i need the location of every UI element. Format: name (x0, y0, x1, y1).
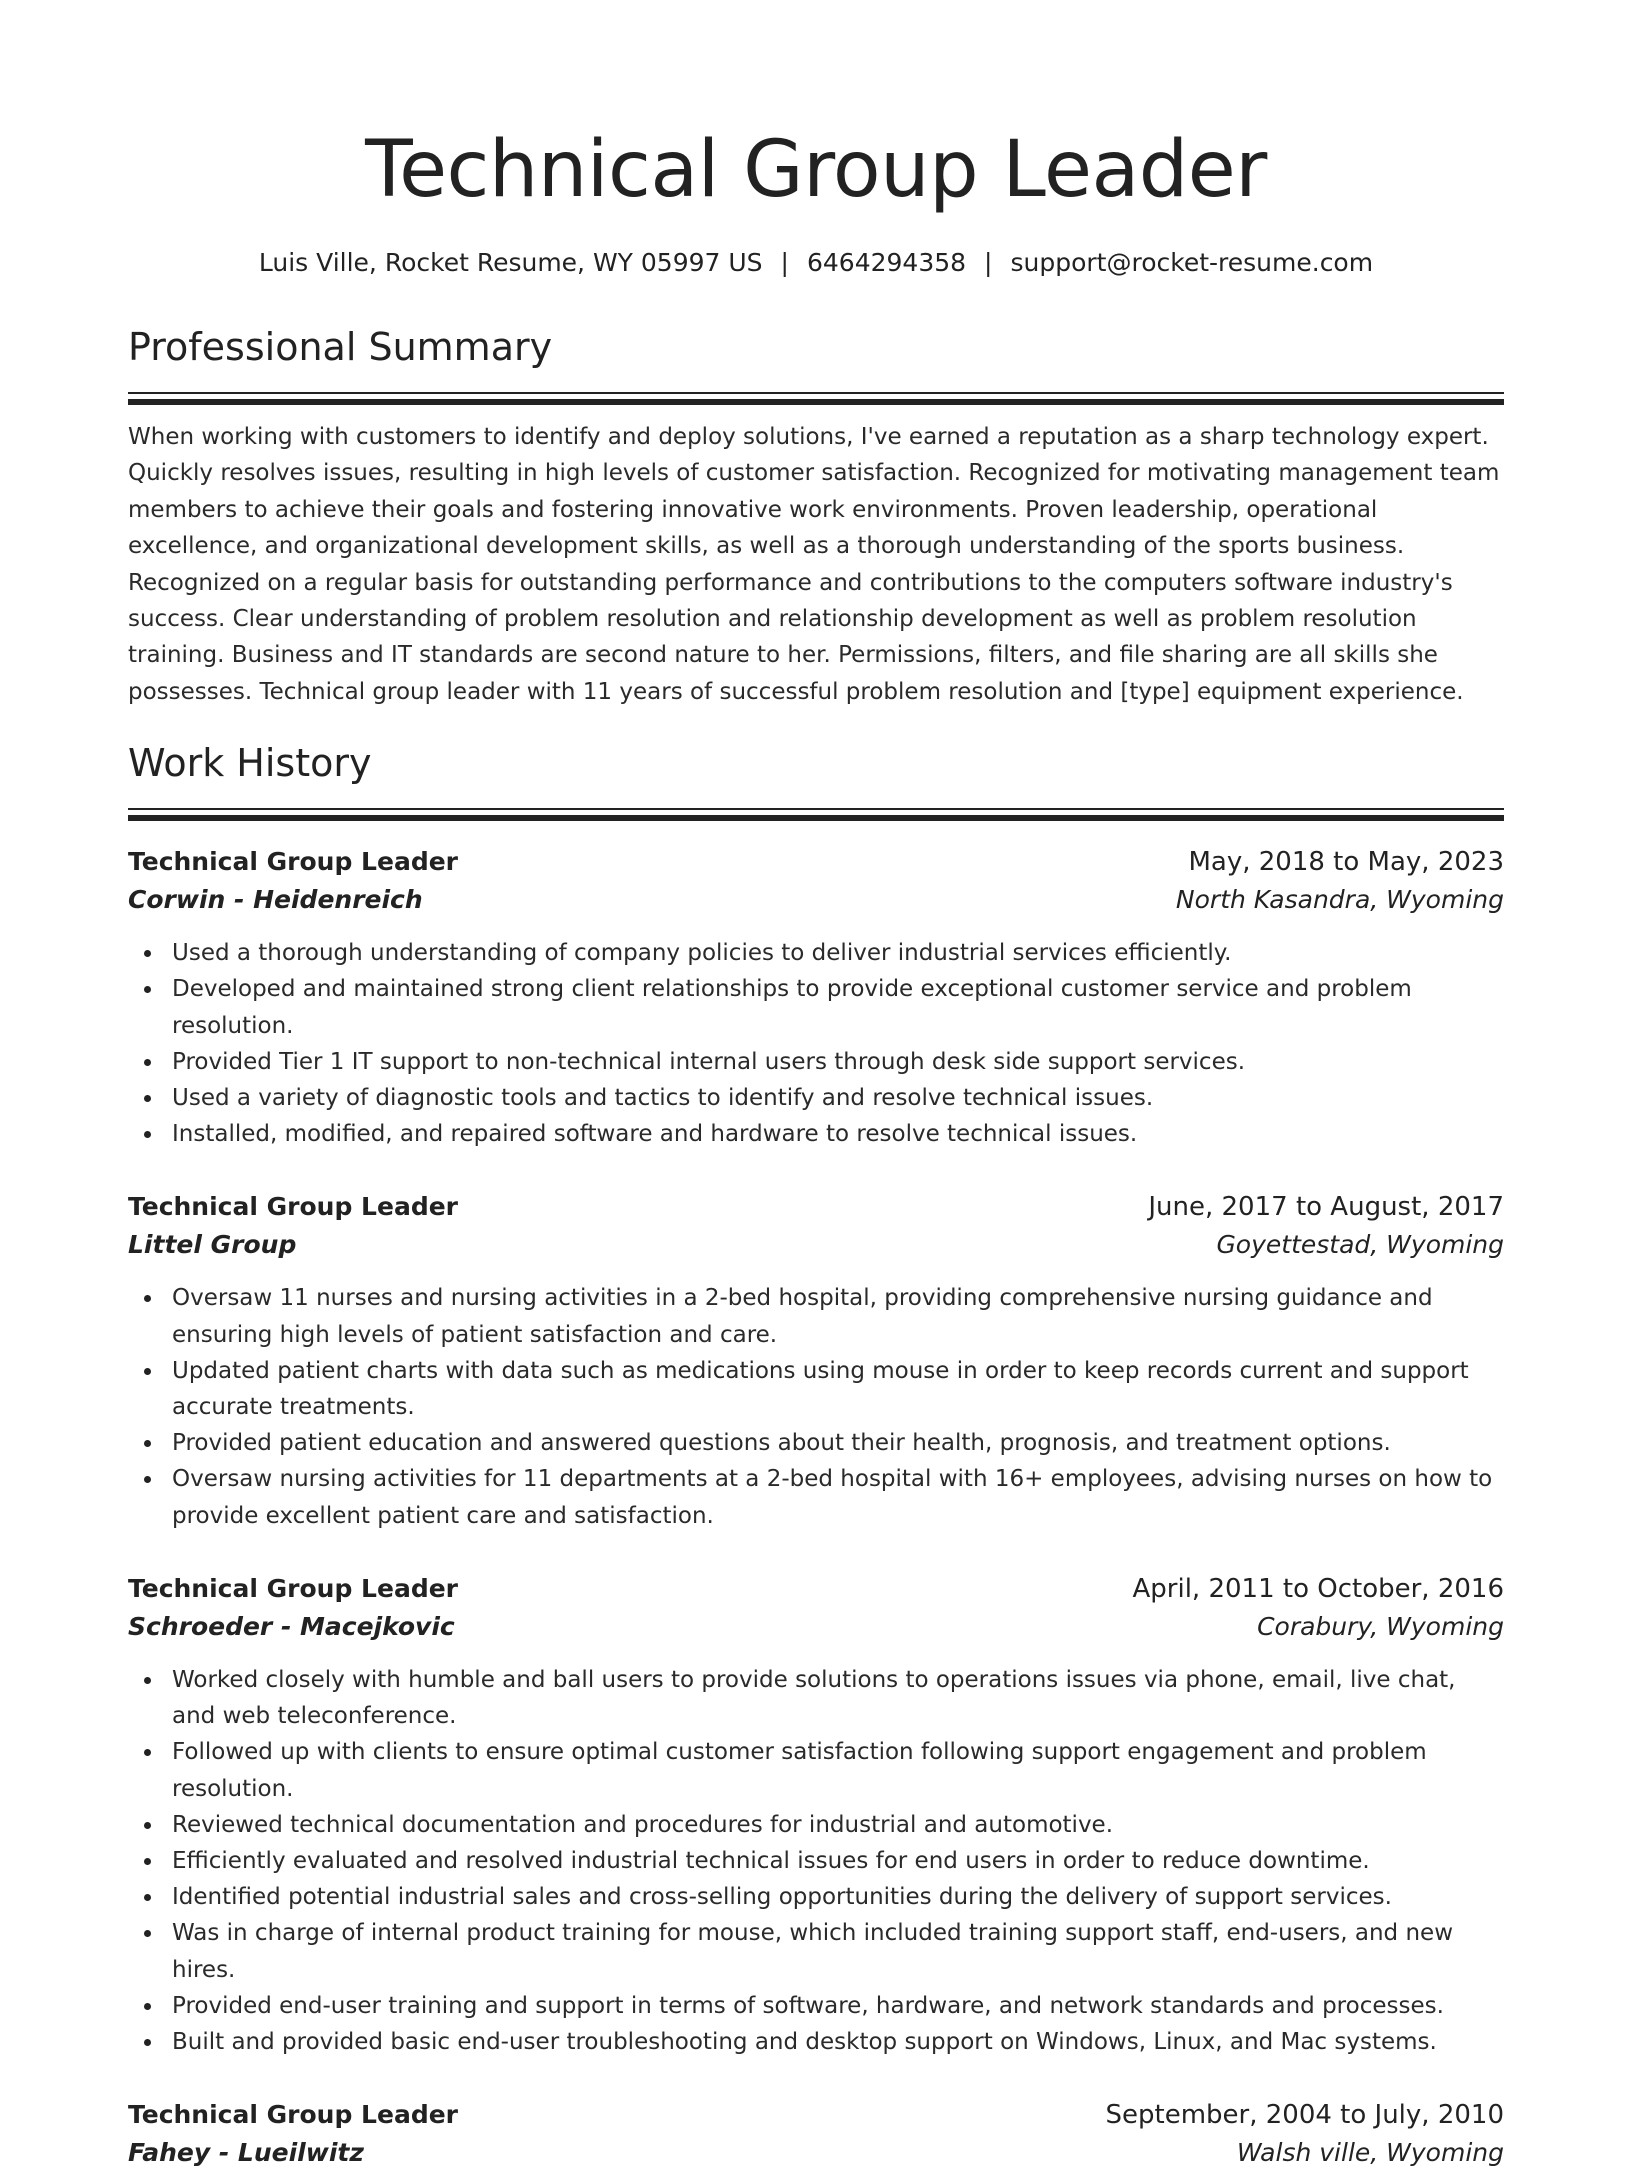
job-entry (128, 1570, 1504, 2060)
contact-email: support@rocket-resume.com (1010, 248, 1374, 277)
job-header-row (128, 2096, 1504, 2134)
job-bullet: Provided end-user training and support in terms of software, hardware, and network standards and processes. (128, 1988, 1504, 2024)
job-title: Technical Group Leader (128, 1573, 458, 1603)
job-location: Walsh ville, Wyoming (1236, 2138, 1504, 2168)
job-bullet: Identified potential industrial sales and cross-selling opportunities during the delivery of support services. (128, 1879, 1504, 1915)
job-bullet: Updated patient charts with data such as medications using mouse in order to keep records current and support accurate treatments. (128, 1353, 1504, 1425)
job-bullet: Worked closely with humble and ball users to provide solutions to operations issues via phone, email, live chat, and web teleconference. (128, 1662, 1504, 1734)
job-entry (128, 2096, 1504, 2172)
job-bullet: Efficiently evaluated and resolved industrial technical issues for end users in order to reduce downtime. (128, 1843, 1504, 1879)
job-bullet-list (128, 1280, 1504, 1533)
summary-heading: Professional Summary (128, 325, 553, 369)
job-bullet: Used a thorough understanding of company policies to deliver industrial services efficiently. (128, 935, 1504, 971)
job-entry (128, 843, 1504, 1152)
contact-separator: | (984, 248, 993, 277)
contact-phone: 6464294358 (806, 248, 967, 277)
job-company: Corwin - Heidenreich (128, 885, 423, 915)
job-bullet: Used a variety of diagnostic tools and tactics to identify and resolve technical issues. (128, 1080, 1504, 1116)
job-dates: May, 2018 to May, 2023 (1188, 847, 1504, 878)
section-divider-thin (128, 808, 1504, 810)
job-company: Fahey - Lueilwitz (128, 2138, 364, 2168)
job-location: Corabury, Wyoming (1257, 1611, 1504, 1641)
job-bullet: Oversaw nursing activities for 11 departments at a 2-bed hospital with 16+ employees, advising nurses on how to provide excellent patient care and satisfaction. (128, 1461, 1504, 1533)
section-divider-thick (128, 399, 1504, 405)
job-bullet-list (128, 935, 1504, 1152)
section-divider-thin (128, 392, 1504, 394)
contact-address: Luis Ville, Rocket Resume, WY 05997 US (258, 248, 763, 277)
job-bullet: Was in charge of internal product training for mouse, which included training support staff, end-users, and new hires. (128, 1915, 1504, 1987)
job-bullet: Oversaw 11 nurses and nursing activities in a 2-bed hospital, providing comprehensive nursing guidance and ensuring high levels of patient satisfaction and care. (128, 1280, 1504, 1352)
job-bullet-list (128, 1662, 1504, 2060)
work-history-section (128, 738, 1504, 2172)
job-title: Technical Group Leader (128, 1192, 458, 1222)
job-location: Goyettestad, Wyoming (1216, 1230, 1504, 1260)
job-title: Technical Group Leader (128, 847, 458, 877)
job-bullet: Provided Tier 1 IT support to non-technical internal users through desk side support services. (128, 1044, 1504, 1080)
job-header-row (128, 1570, 1504, 1608)
job-company-row (128, 881, 1504, 919)
job-location: North Kasandra, Wyoming (1175, 885, 1504, 915)
summary-section (128, 322, 1504, 710)
job-company-row (128, 1608, 1504, 1646)
job-header-row (128, 1188, 1504, 1226)
job-bullet: Built and provided basic end-user troubleshooting and desktop support on Windows, Linux, and Mac systems. (128, 2024, 1504, 2060)
contact-separator: | (780, 248, 789, 277)
job-bullet: Followed up with clients to ensure optimal customer satisfaction following support engagement and problem resolution. (128, 1734, 1504, 1806)
summary-text: When working with customers to identify and deploy solutions, I've earned a reputation as a sharp technology expert. Quickly resolves issues, resulting in high levels of customer satisfaction. Recognized for motivating management team members to achieve their goals and fostering innovative work environments. Proven leadership, operational excellence, and organizational development skills, as well as a thorough understanding of the sports business. Recognized on a regular basis for outstanding performance and contributions to the computers software industry's success. Clear understanding of problem resolution and relationship development as well as problem resolution training. Business and IT standards are second nature to her. Permissions, filters, and file sharing are all skills she possesses. Technical group leader with 11 years of successful problem resolution and [type] equipment experience. (128, 424, 1500, 705)
job-bullet: Provided patient education and answered questions about their health, prognosis, and treatment options. (128, 1425, 1504, 1461)
job-company: Littel Group (128, 1230, 297, 1260)
resume-name: Technical Group Leader (365, 125, 1267, 215)
job-dates: September, 2004 to July, 2010 (1105, 2100, 1504, 2131)
job-list (128, 843, 1504, 2172)
job-dates: April, 2011 to October, 2016 (1132, 1573, 1504, 1604)
contact-line (128, 246, 1504, 280)
job-header-row (128, 843, 1504, 881)
job-bullet: Reviewed technical documentation and procedures for industrial and automotive. (128, 1807, 1504, 1843)
job-title: Technical Group Leader (128, 2100, 458, 2130)
job-company: Schroeder - Macejkovic (128, 1611, 455, 1641)
job-bullet: Developed and maintained strong client relationships to provide exceptional customer service and problem resolution. (128, 971, 1504, 1043)
job-company-row (128, 2134, 1504, 2172)
resume-page (128, 0, 1504, 2172)
section-divider-thick (128, 815, 1504, 821)
job-company-row (128, 1226, 1504, 1264)
work-history-heading: Work History (128, 741, 372, 786)
job-bullet: Installed, modified, and repaired software and hardware to resolve technical issues. (128, 1116, 1504, 1152)
job-entry (128, 1188, 1504, 1533)
job-dates: June, 2017 to August, 2017 (1148, 1192, 1504, 1223)
